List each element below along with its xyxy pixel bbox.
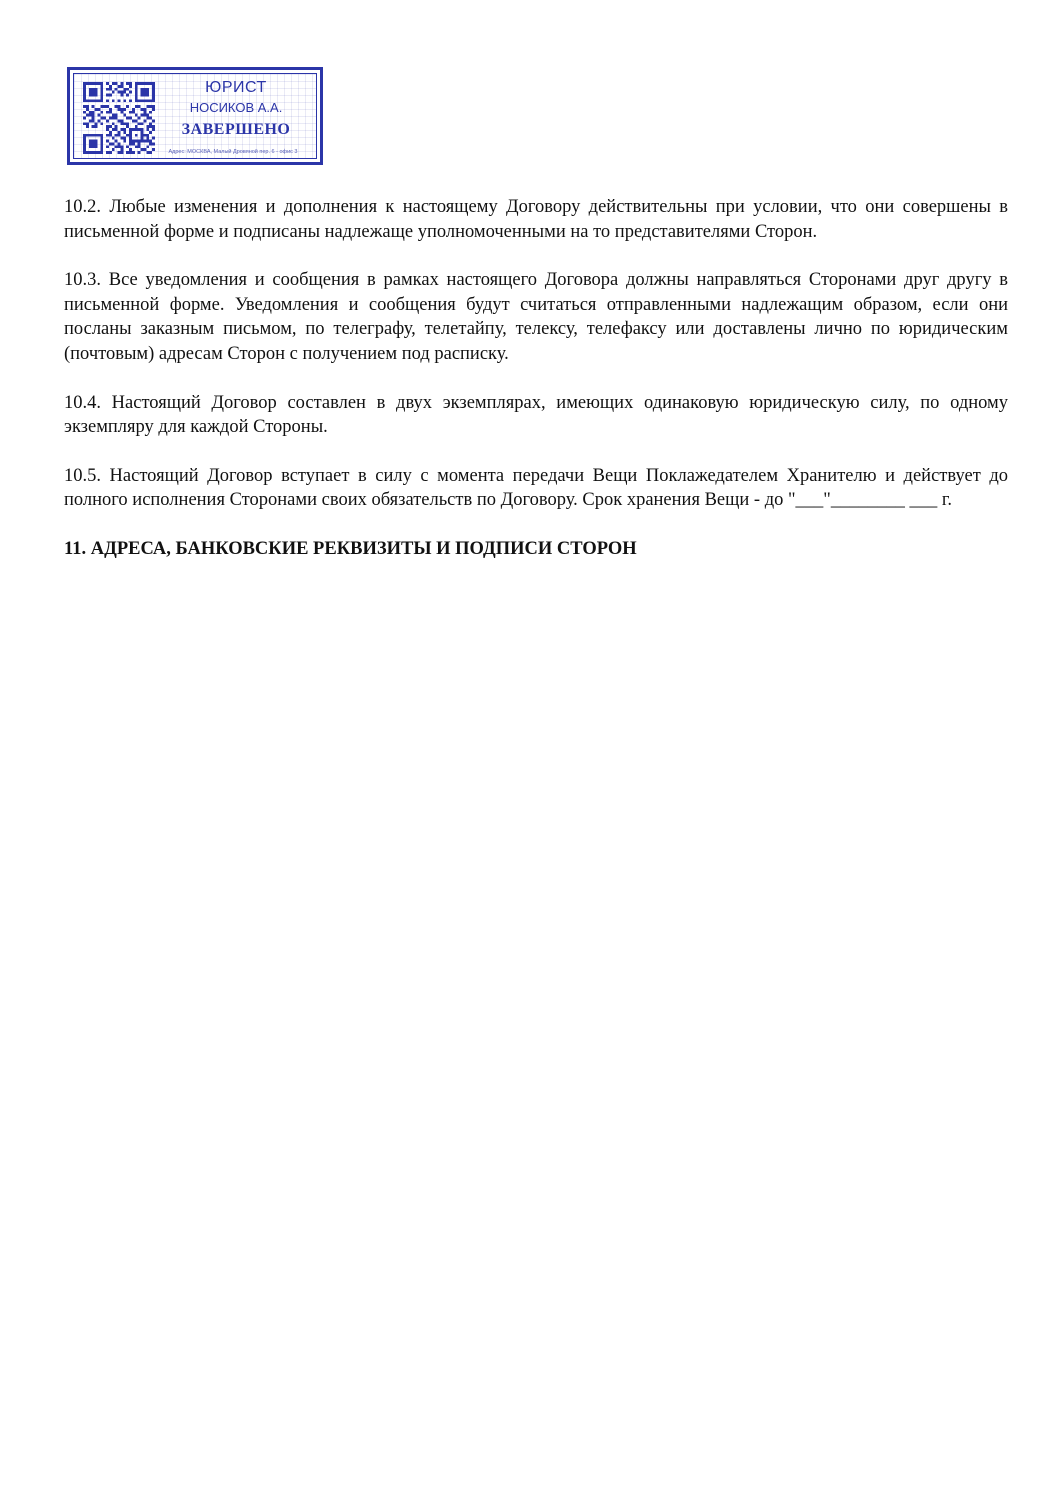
stamp-text-block (160, 74, 312, 158)
stamp-frame (73, 73, 317, 159)
stamp-name: НОСИКОВ А.А. (189, 100, 283, 115)
section-heading: 11. АДРЕСА, БАНКОВСКИЕ РЕКВИЗИТЫ И ПОДПИСИ СТОРОН (64, 538, 637, 559)
lawyer-stamp (67, 67, 323, 165)
clause-10-2: 10.2. Любые изменения и дополнения к настоящему Договору действительны при условии, что они совершены в письменной форме и подписаны надлежаще уполномоченными на то представителями Сторон. (64, 197, 1008, 242)
document-body (64, 195, 1008, 562)
qr-code-icon (83, 82, 155, 154)
clause-10-5: 10.5. Настоящий Договор вступает в силу с момента передачи Вещи Поклажедателем Хранителю и действует до полного исполнения Сторонами своих обязательств по Договору. Срок хранения Вещи - до "___"________ ___ г. (64, 465, 1008, 511)
clause-10-3: 10.3. Все уведомления и сообщения в рамках настоящего Договора должны направляться Сторонами друг другу в письменной форме. Уведомления и сообщения будут считаться отправленными надлежащим образом, если они посланы заказным письмом, по телеграфу, телетайпу, телексу, телефаксу или доставлены лично по юридическим (почтовым) адресам Сторон с получением под расписку. (64, 270, 1008, 364)
stamp-address: Адрес: МОСКВА, Малый Дровяной пер. 6 - офис 3 (168, 149, 298, 155)
clause-10-4: 10.4. Настоящий Договор составлен в двух экземплярах, имеющих одинаковую юридическую силу, по одному экземпляру для каждой Стороны. (64, 392, 1008, 438)
stamp-title: ЮРИСТ (205, 79, 267, 96)
stamp-status: ЗАВЕРШЕНО (181, 121, 291, 138)
